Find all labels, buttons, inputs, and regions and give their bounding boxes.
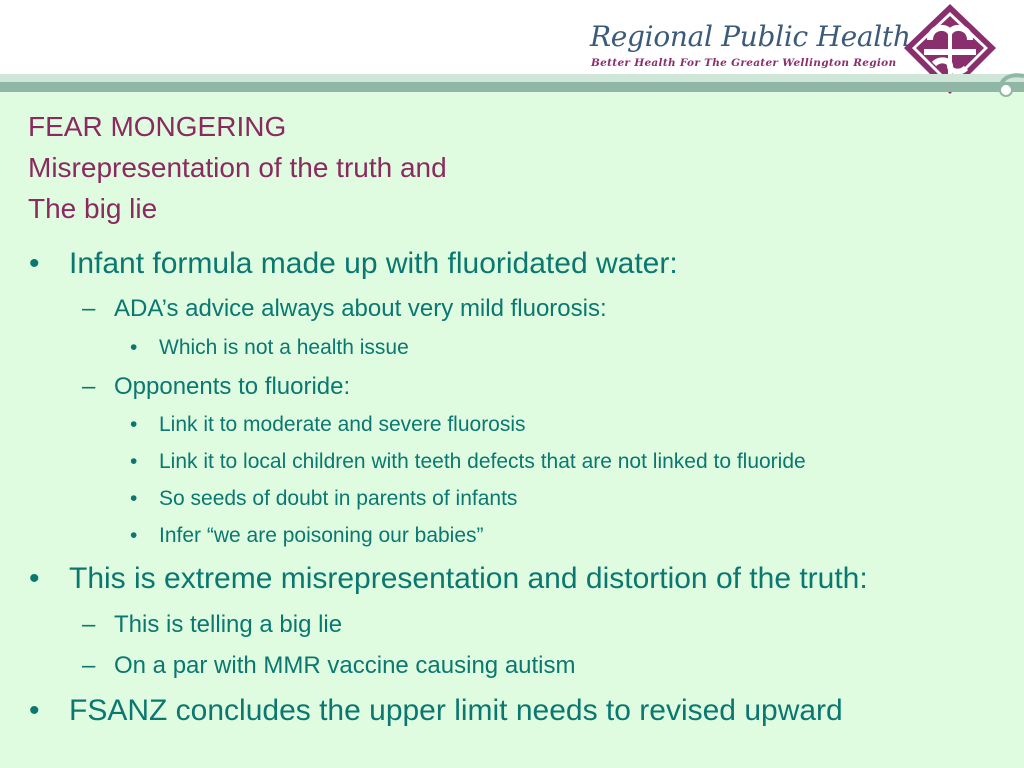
- bullet-moderate-severe: [130, 413, 526, 437]
- bullet-marker: •: [130, 450, 138, 473]
- bullet-marker: •: [130, 487, 138, 510]
- bullet-ada-advice: [82, 295, 607, 323]
- bullet-text: Infant formula made up with fluoridated water:: [69, 247, 678, 280]
- bullet-text: This is telling a big lie: [114, 611, 343, 638]
- bullet-text: Opponents to fluoride:: [114, 373, 351, 400]
- bullet-opponents: [82, 373, 351, 401]
- title-line-2: Misrepresentation of the truth and: [28, 152, 447, 183]
- bullet-poisoning-babies: [130, 524, 484, 548]
- title-line-1: FEAR MONGERING: [28, 111, 287, 142]
- bullet-teeth-defects: [130, 450, 806, 474]
- bullet-text: So seeds of doubt in parents of infants: [159, 487, 518, 510]
- bullet-marker: –: [82, 652, 96, 679]
- bullet-marker: •: [29, 247, 40, 280]
- bullet-text: ADA’s advice always about very mild fluorosis:: [114, 295, 607, 322]
- bullet-marker: •: [29, 694, 40, 727]
- bullet-text: Link it to local children with teeth defects that are not linked to fluoride: [159, 450, 806, 473]
- bullet-marker: –: [82, 373, 96, 400]
- bullet-text: Which is not a health issue: [159, 336, 409, 359]
- bullet-text: This is extreme misrepresentation and distortion of the truth:: [69, 562, 868, 595]
- bullet-marker: –: [82, 611, 96, 638]
- bullet-mmr-vaccine: [82, 652, 576, 680]
- bullet-text: Infer “we are poisoning our babies”: [159, 524, 484, 547]
- bullet-marker: •: [130, 413, 138, 436]
- bullet-extreme-misrepresentation: [29, 562, 868, 596]
- bullet-text: On a par with MMR vaccine causing autism: [114, 652, 576, 679]
- bullet-text: Link it to moderate and severe fluorosis: [159, 413, 526, 436]
- brand-tagline: Better Health For The Greater Wellington Region: [591, 57, 897, 69]
- bullet-text: FSANZ concludes the upper limit needs to revised upward: [69, 694, 843, 727]
- bullet-fsanz-upper-limit: [29, 694, 843, 728]
- bullet-infant-formula: [29, 247, 678, 281]
- bullet-marker: •: [29, 562, 40, 595]
- bullet-marker: –: [82, 295, 96, 322]
- brand-name: Regional Public Health: [590, 20, 911, 53]
- bullet-marker: •: [130, 524, 138, 547]
- bullet-big-lie: [82, 611, 343, 639]
- bullet-marker: •: [130, 336, 138, 359]
- title-line-3: The big lie: [28, 193, 158, 224]
- bullet-not-health-issue: [130, 336, 409, 360]
- bullet-seeds-of-doubt: [130, 487, 518, 511]
